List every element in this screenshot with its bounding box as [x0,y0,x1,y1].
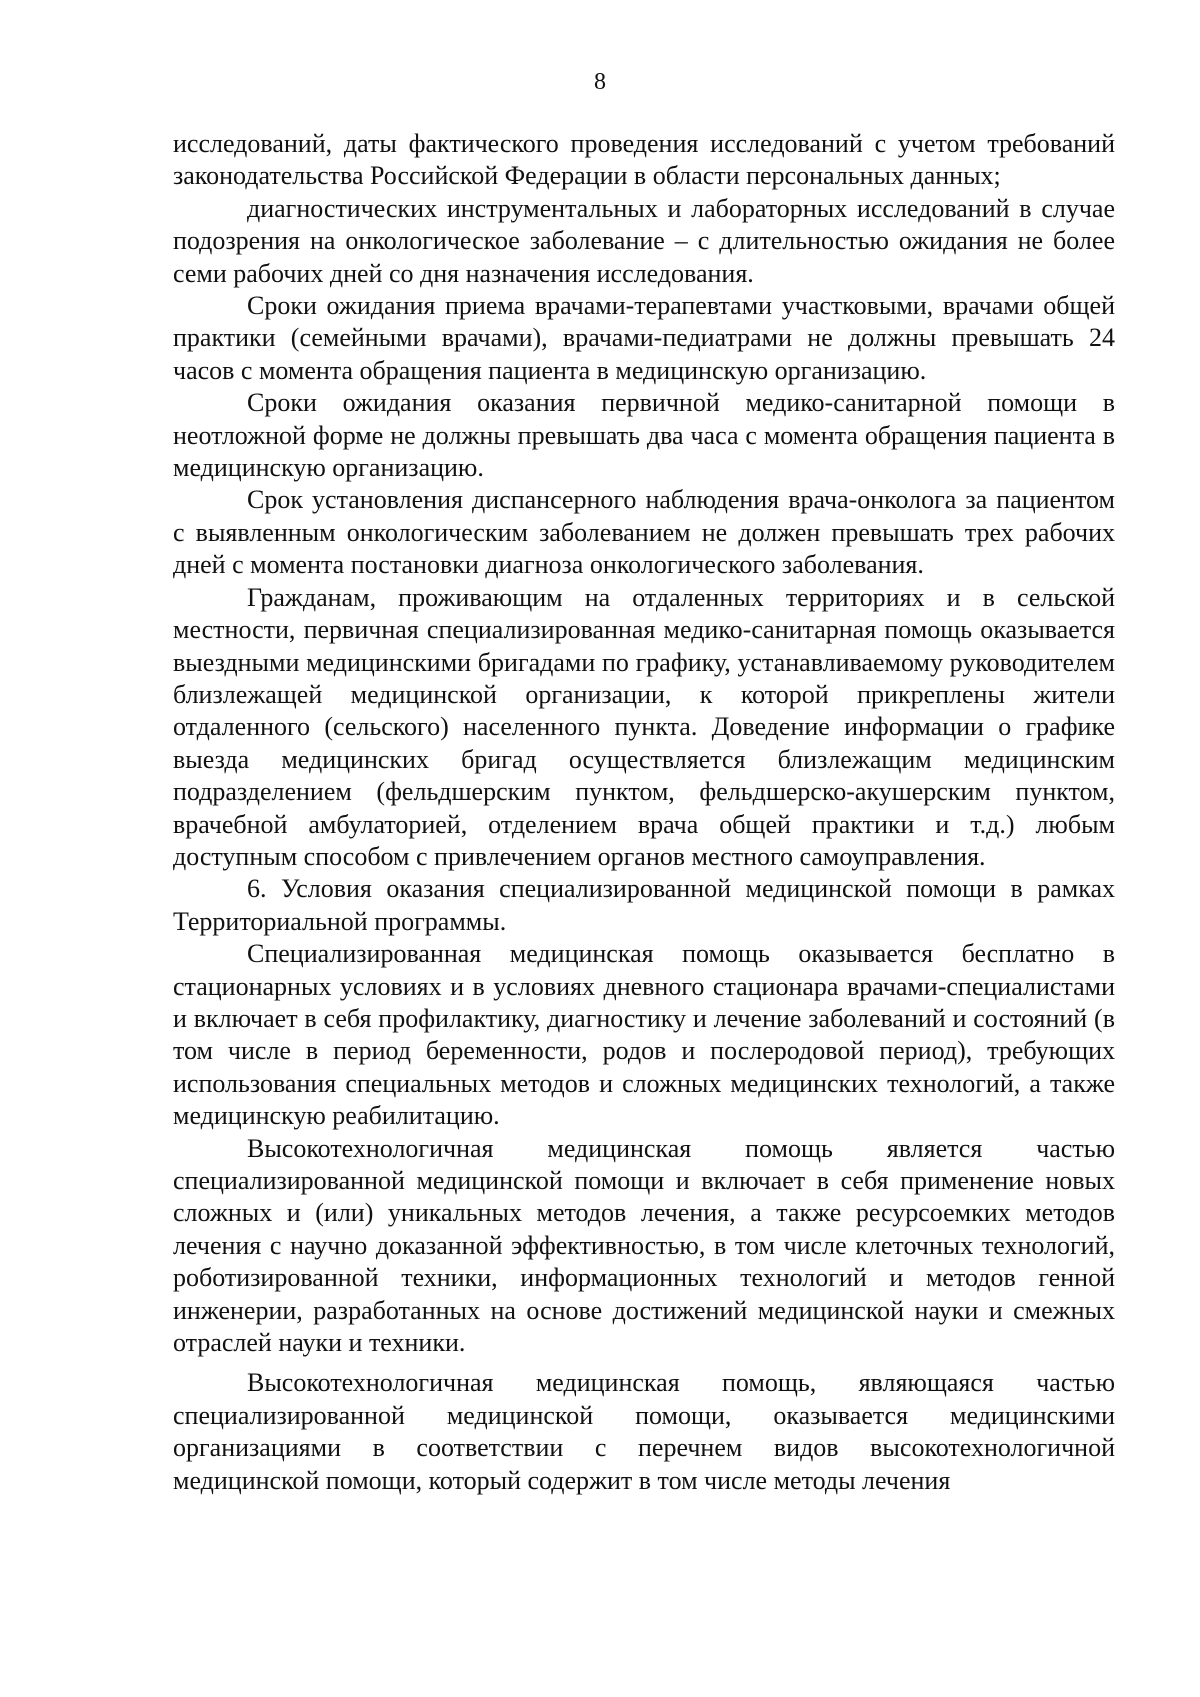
section-heading-specialized-care: 6. Условия оказания специализированной медицинской помощи в рамках Территориальной программы. [173,874,1115,936]
paragraph-diagnostic-wait: диагностических инструментальных и лабораторных исследований в случае подозрения на онкологическое заболевание – с длительностью ожидания не более семи рабочих дней со дня назначения исследования. [173,193,1115,288]
paragraph-remote-territories: Гражданам, проживающим на отдаленных территориях и в сельской местности, первичная специализированная медико-санитарная помощь оказывается выездными медицинскими бригадами по графику, устанавливаемому руководителем близлежащей медицинской организации, к которой прикреплены жители отдаленного (сельского) населенного пункта. Доведение информации о графике выезда медицинских бригад осуществляется близлежащим медицинским подразделением (фельдшерским пунктом, фельдшерско-акушерским пунктом, врачебной амбулаторией, отделением врача общей практики и т.д.) любым доступным способом с привлечением органов местного самоуправления. [173,582,1115,871]
paragraph-therapist-wait: Сроки ожидания приема врачами-терапевтами участковыми, врачами общей практики (семейными врачами), врачами-педиатрами не должны превышать 24 часов с момента обращения пациента в медицинскую организацию. [173,291,1115,385]
paragraph-specialized-care: Специализированная медицинская помощь оказывается бесплатно в стационарных условиях и в условиях дневного стационара врачами-специалистами и включает в себя профилактику, диагностику и лечение заболеваний и состояний (в том числе в период беременности, родов и послеродовой период), требующих использования специальных методов и сложных медицинских технологий, а также медицинскую реабилитацию. [173,939,1115,1131]
paragraph-continuation: исследований, даты фактического проведения исследований с учетом требований законодательства Российской Федерации в области персональных данных; [173,129,1115,191]
page-number: 8 [594,69,606,95]
paragraph-urgent-care-wait: Сроки ожидания оказания первичной медико-санитарной помощи в неотложной форме не должны превышать два часа с момента обращения пациента в медицинскую организацию. [173,388,1115,483]
paragraph-high-tech-care: Высокотехнологичная медицинская помощь является частью специализированной медицинской помощи и включает в себя применение новых сложных и (или) уникальных методов лечения, а также ресурсоемких методов лечения с научно доказанной эффективностью, в том числе клеточных технологий, роботизированной техники, информационных технологий и методов генной инженерии, разработанных на основе достижений медицинской науки и смежных отраслей науки и техники. [173,1133,1115,1358]
paragraph-oncology-observation: Срок установления диспансерного наблюдения врача-онколога за пациентом с выявленным онкологическим заболеванием не должен превышать трех рабочих дней с момента постановки диагноза онкологического заболевания. [173,485,1115,580]
paragraph-high-tech-organizations: Высокотехнологичная медицинская помощь, являющаяся частью специализированной медицинской помощи, оказывается медицинскими организациями в соответствии с перечнем видов высокотехнологичной медицинской помощи, который содержит в том числе методы лечения [173,1368,1115,1495]
document-body [173,128,1115,1497]
